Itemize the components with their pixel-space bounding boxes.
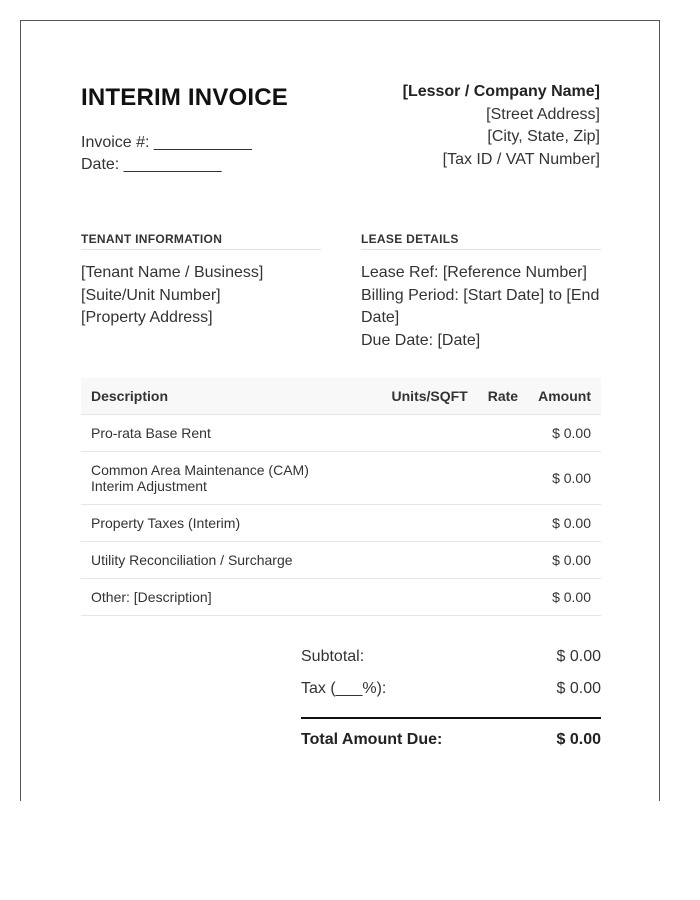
row-units bbox=[376, 542, 478, 579]
tax-line bbox=[301, 673, 601, 705]
invoice-date-field: Date: ___________ bbox=[81, 156, 222, 173]
total-due-label: Total Amount Due: bbox=[301, 731, 443, 748]
table-row bbox=[81, 542, 601, 579]
invoice-number-field: Invoice #: ___________ bbox=[81, 134, 252, 151]
row-rate bbox=[478, 452, 528, 505]
lease-details-heading: LEASE DETAILS bbox=[361, 232, 601, 250]
row-amount: $ 0.00 bbox=[528, 452, 601, 505]
table-row bbox=[81, 415, 601, 452]
row-description: Property Taxes (Interim) bbox=[81, 505, 376, 542]
invoice-meta bbox=[81, 132, 252, 176]
tenant-information-section bbox=[81, 232, 321, 330]
subtotal-label: Subtotal: bbox=[301, 648, 365, 665]
row-units bbox=[376, 579, 478, 616]
tenant-address: [Property Address] bbox=[81, 309, 213, 326]
lessor-city: [City, State, Zip] bbox=[487, 128, 600, 145]
total-due-value: $ 0.00 bbox=[556, 731, 601, 748]
row-description: Common Area Maintenance (CAM) Interim Adjustment bbox=[81, 452, 376, 505]
lease-details-section bbox=[361, 232, 601, 352]
lessor-tax-id: [Tax ID / VAT Number] bbox=[442, 150, 600, 168]
row-amount: $ 0.00 bbox=[528, 542, 601, 579]
lessor-block bbox=[403, 81, 600, 171]
line-items-table bbox=[81, 378, 601, 616]
invoice-page bbox=[20, 20, 660, 801]
table-header-row bbox=[81, 378, 601, 415]
row-units bbox=[376, 415, 478, 452]
row-rate bbox=[478, 505, 528, 542]
row-units bbox=[376, 452, 478, 505]
column-header-rate: Rate bbox=[478, 378, 528, 415]
lease-reference: Lease Ref: [Reference Number] bbox=[361, 264, 587, 281]
table-row bbox=[81, 579, 601, 616]
lessor-name: [Lessor / Company Name] bbox=[402, 83, 600, 100]
tax-label: Tax (___%): bbox=[301, 680, 387, 697]
row-description: Other: [Description] bbox=[81, 579, 376, 616]
column-header-amount: Amount bbox=[528, 378, 601, 415]
lease-details-body bbox=[361, 262, 601, 352]
row-rate bbox=[478, 415, 528, 452]
tenant-name: [Tenant Name / Business] bbox=[81, 264, 264, 281]
row-units bbox=[376, 505, 478, 542]
row-rate bbox=[478, 579, 528, 616]
row-amount: $ 0.00 bbox=[528, 415, 601, 452]
row-amount: $ 0.00 bbox=[528, 505, 601, 542]
column-header-description: Description bbox=[81, 378, 376, 415]
lease-due-date: Due Date: [Date] bbox=[361, 331, 481, 349]
lessor-street: [Street Address] bbox=[486, 105, 600, 123]
row-description: Pro-rata Base Rent bbox=[81, 415, 376, 452]
tenant-unit: [Suite/Unit Number] bbox=[81, 286, 221, 304]
row-description: Utility Reconciliation / Surcharge bbox=[81, 542, 376, 579]
tenant-information-body bbox=[81, 262, 321, 330]
total-due-line bbox=[301, 719, 601, 761]
row-rate bbox=[478, 542, 528, 579]
subtotal-value: $ 0.00 bbox=[556, 648, 601, 665]
row-amount: $ 0.00 bbox=[528, 579, 601, 616]
invoice-title: INTERIM INVOICE bbox=[81, 84, 289, 111]
table-row bbox=[81, 505, 601, 542]
subtotal-line bbox=[301, 641, 601, 673]
tax-value: $ 0.00 bbox=[556, 680, 601, 697]
column-header-units: Units/SQFT bbox=[376, 378, 478, 415]
totals-block bbox=[301, 641, 601, 761]
tenant-information-heading: TENANT INFORMATION bbox=[81, 232, 321, 250]
table-row bbox=[81, 452, 601, 505]
lease-billing-period: Billing Period: [Start Date] to [End Date] bbox=[361, 286, 600, 326]
